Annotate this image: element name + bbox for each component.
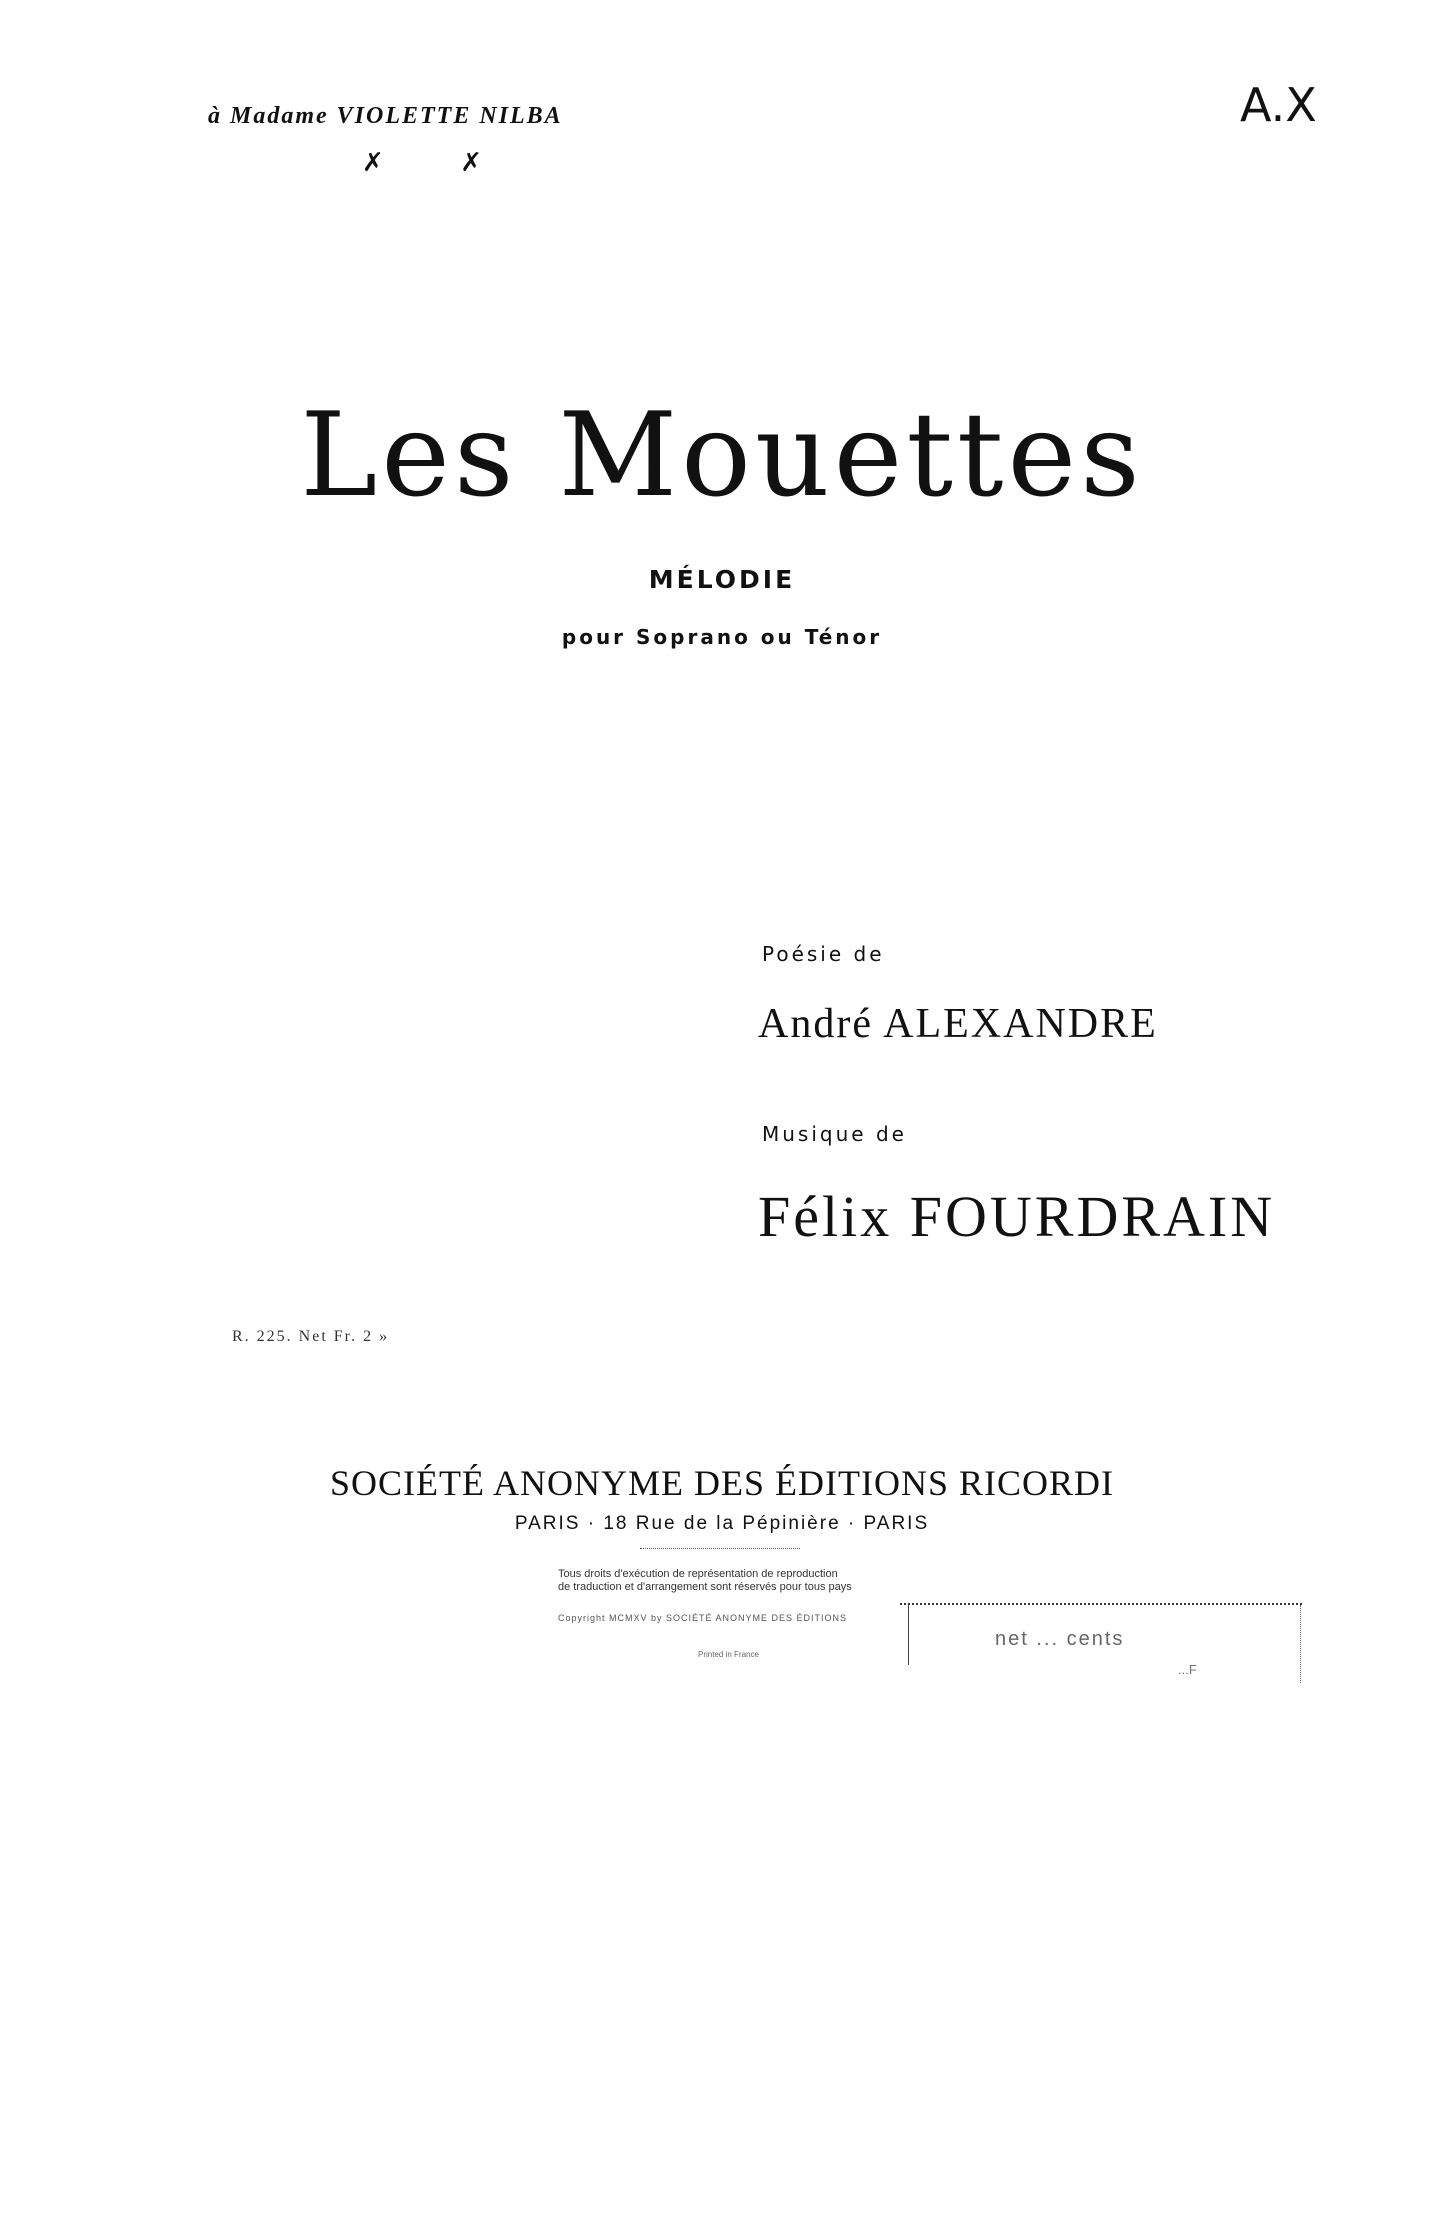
dedication: à Madame VIOLETTE NILBA	[208, 103, 563, 129]
musique-label: Musique de	[762, 1122, 907, 1146]
rights-notice	[558, 1568, 978, 1594]
page-title: Les Mouettes	[300, 388, 1144, 523]
copyright-notice: Copyright MCMXV by SOCIÉTÉ ANONYME DES ÉDITIONS	[558, 1613, 848, 1623]
printed-notice: Printed in France	[698, 1650, 759, 1659]
rights-line: Tous droits d'exécution de représentation de reproduction	[558, 1568, 838, 1580]
ornaments	[362, 148, 482, 178]
stamp-border-right	[1300, 1605, 1301, 1683]
poesie-label: Poésie de	[762, 942, 885, 966]
ornament-star-icon: ✗	[362, 148, 384, 178]
catalog-price: R. 225. Net Fr. 2 »	[232, 1328, 390, 1345]
rights-line: de traduction et d'arrangement sont réservés pour tous pays	[558, 1581, 852, 1593]
publisher-name: SOCIÉTÉ ANONYME DES ÉDITIONS RICORDI	[330, 1463, 1114, 1503]
genre-subtitle: MÉLODIE	[648, 565, 796, 594]
poet-name: André ALEXANDRE	[758, 1001, 1158, 1047]
publisher-address: PARIS · 18 Rue de la Pépinière · PARIS	[514, 1513, 930, 1534]
stamp-border-left	[908, 1605, 909, 1665]
stamp-price: net ... cents	[995, 1628, 1125, 1650]
ornament-star-icon: ✗	[460, 148, 482, 178]
stamp-border-top	[900, 1603, 1302, 1605]
catalog-stamp-mark: A.X	[1240, 78, 1317, 132]
stamp-extra: ...F	[1178, 1662, 1197, 1677]
composer-name: Félix FOURDRAIN	[758, 1184, 1276, 1249]
decorative-rule	[640, 1548, 800, 1549]
voice-subtitle: pour Soprano ou Ténor	[561, 625, 883, 649]
